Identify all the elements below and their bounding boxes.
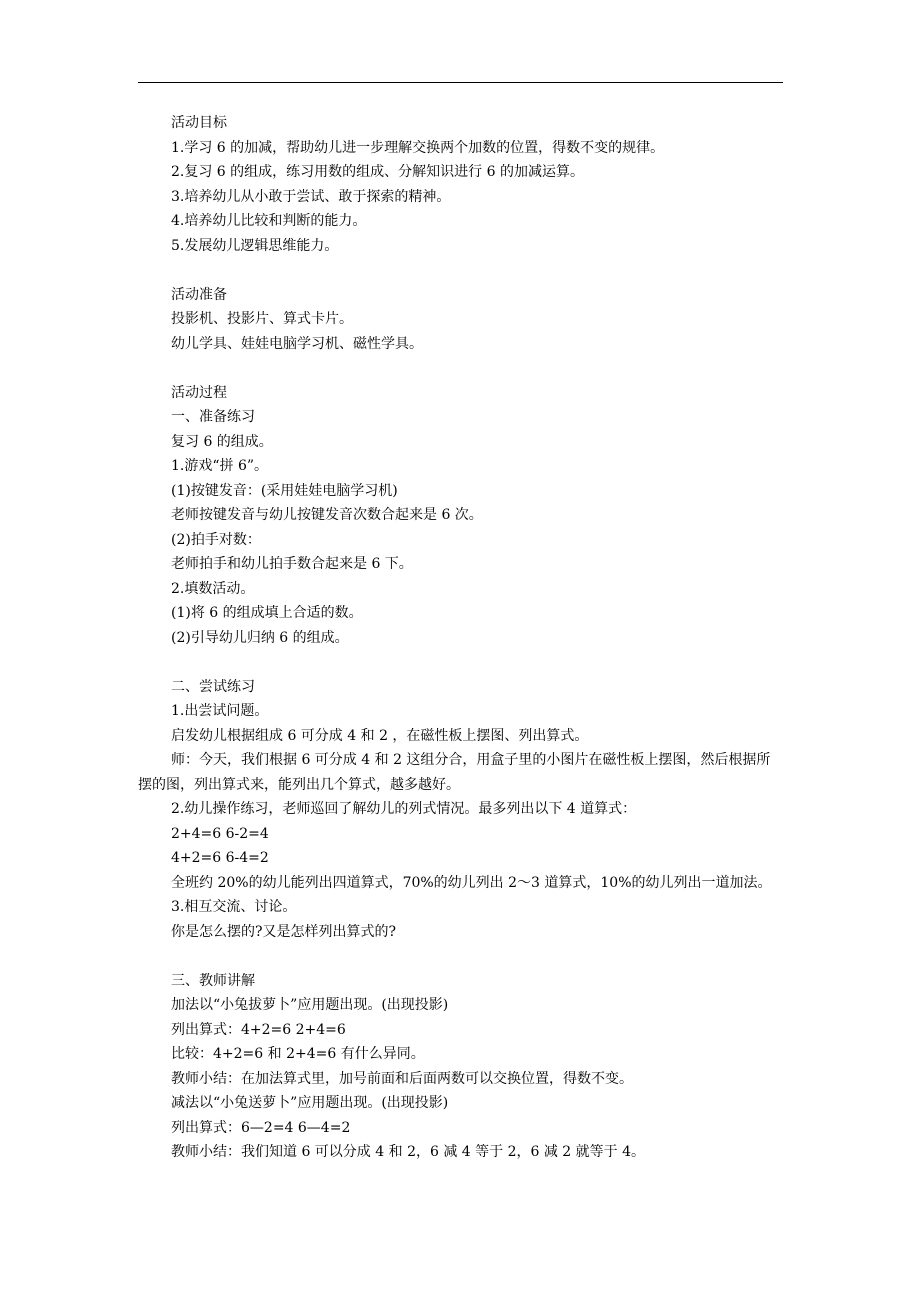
process-line: (1)将 6 的组成填上合适的数。	[171, 605, 363, 621]
section-heading-goals: 活动目标	[171, 115, 227, 131]
explanation-line: 比较：4+2=6 和 2+4=6 有什么异同。	[171, 1046, 425, 1062]
explanation-line: 列出算式：4+2=6 2+4=6	[171, 1021, 346, 1038]
spacer	[138, 650, 783, 675]
header-rule	[138, 82, 783, 83]
goal-item: 3.培养幼儿从小敢于尝试、敢于探索的精神。	[171, 188, 451, 205]
process-line: 1.游戏“拼 6”。	[171, 458, 269, 474]
preparation-item: 幼儿学具、娃娃电脑学习机、磁性学具。	[171, 335, 423, 352]
process-line: (1)按键发音：(采用娃娃电脑学习机)	[171, 482, 398, 499]
explanation-line: 加法以“小兔拔萝卜”应用题出现。(出现投影)	[171, 997, 449, 1013]
spacer	[138, 944, 783, 969]
process-subheading: 一、准备练习	[171, 409, 255, 425]
process-line: 老师按键发音与幼儿按键发音次数合起来是 6 次。	[171, 507, 483, 523]
equation-line: 4+2=6 6-4=2	[171, 850, 269, 866]
explanation-line: 列出算式：6—2=4 6—4=2	[171, 1119, 351, 1136]
trial-line: 2.幼儿操作练习，老师巡回了解幼儿的列式情况。最多列出以下 4 道算式：	[171, 801, 637, 817]
goal-item: 2.复习 6 的组成，练习用数的组成、分解知识进行 6 的加减运算。	[171, 164, 584, 180]
process-line: 2.填数活动。	[171, 580, 255, 597]
trial-line: 你是怎么摆的?又是怎样列出算式的?	[171, 923, 397, 940]
section-heading-preparation: 活动准备	[171, 286, 227, 303]
process-line: 老师拍手和幼儿拍手数合起来是 6 下。	[171, 556, 413, 572]
section-heading-process: 活动过程	[171, 384, 227, 401]
trial-line: 3.相互交流、讨论。	[171, 899, 297, 915]
explanation-line: 减法以“小兔送萝卜”应用题出现。(出现投影)	[171, 1095, 449, 1111]
process-line: (2)拍手对数：	[171, 531, 261, 548]
equation-line: 2+4=6 6-2=4	[171, 825, 269, 842]
document-body	[138, 111, 783, 1165]
spacer	[138, 258, 783, 283]
trial-line: 1.出尝试问题。	[171, 703, 269, 719]
goal-item: 1.学习 6 的加减，帮助幼儿进一步理解交换两个加数的位置，得数不变的规律。	[171, 139, 665, 156]
section-heading-explanation: 三、教师讲解	[171, 972, 255, 989]
process-line: (2)引导幼儿归纳 6 的组成。	[171, 629, 349, 646]
explanation-line: 教师小结：在加法算式里，加号前面和后面两数可以交换位置，得数不变。	[171, 1070, 633, 1087]
spacer	[138, 356, 783, 381]
trial-paragraph: 全班约 20%的幼儿能列出四道算式，70%的幼儿列出 2～3 道算式，10%的幼儿列出一道加法。	[171, 874, 772, 891]
goal-item: 4.培养幼儿比较和判断的能力。	[171, 213, 367, 229]
goal-item: 5.发展幼儿逻辑思维能力。	[171, 237, 339, 254]
trial-line: 启发幼儿根据组成 6 可分成 4 和 2 ，在磁性板上摆图、列出算式。	[171, 727, 589, 744]
process-line: 复习 6 的组成。	[171, 433, 273, 450]
section-heading-trial: 二、尝试练习	[171, 678, 255, 695]
trial-paragraph: 师：今天，我们根据 6 可分成 4 和 2 这组分合，用盒子里的小图片在磁性板上摆图，然后根据所摆的图，列出算式来，能列出几个算式，越多越好。	[138, 752, 771, 793]
explanation-line: 教师小结：我们知道 6 可以分成 4 和 2，6 减 4 等于 2，6 减 2 就等于 4。	[171, 1144, 646, 1160]
preparation-item: 投影机、投影片、算式卡片。	[171, 311, 353, 327]
